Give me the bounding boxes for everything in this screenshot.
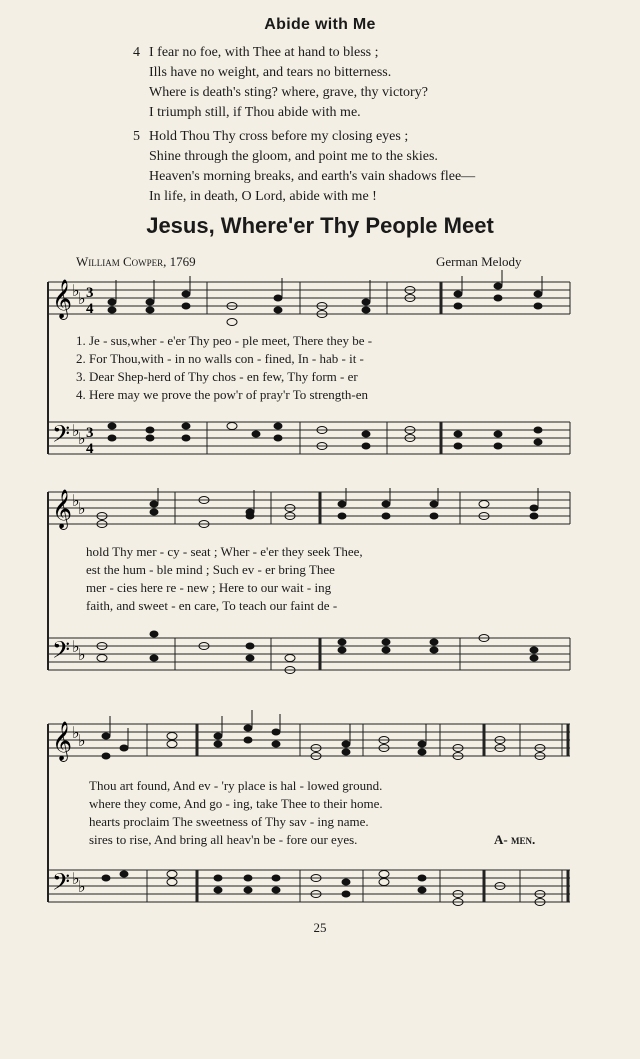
lyric-line: hearts proclaim The sweetness of Thy sav - ing name.: [89, 814, 369, 829]
bass-clef-icon: 𝄢: [52, 636, 71, 669]
bass-clef-icon: 𝄢: [52, 420, 71, 453]
flat-icon: ♭: [72, 491, 80, 510]
verse-line: I triumph still, if Thou abide with me.: [149, 105, 361, 120]
verse-4: [133, 43, 428, 123]
lyric-line: 2. For Thou,with - in no walls con - fined, In - hab - it -: [76, 351, 364, 366]
lyric-line: hold Thy mer - cy - seat ; Wher - e'er they seek Thee,: [86, 544, 363, 559]
hymn-tune: German Melody: [436, 254, 522, 269]
barlines: [48, 282, 570, 454]
time-signature-4: 4: [86, 301, 94, 317]
flat-icon: ♭: [78, 731, 86, 750]
flat-icon: ♭: [78, 645, 86, 664]
flat-icon: ♭: [78, 429, 86, 448]
flat-icon: ♭: [72, 637, 80, 656]
lyric-line: where they come, And go - ing, take Thee to their home.: [89, 796, 383, 811]
hymn-title: Jesus, Where'er Thy People Meet: [146, 213, 494, 238]
treble-staff: [48, 724, 570, 756]
lyric-line: 4. Here may we prove the pow'r of pray'r To strength-en: [76, 387, 368, 402]
verse-line: Hold Thou Thy cross before my closing eyes ;: [149, 129, 409, 144]
lyric-line: sires to rise, And bring all heav'n be - fore our eyes.: [89, 832, 358, 847]
lyric-line: 1. Je - sus,wher - e'er Thy peo - ple meet, There they be -: [76, 333, 373, 348]
verse-number: 5: [133, 129, 140, 144]
verse-line: Shine through the gloom, and point me to the skies.: [149, 149, 438, 164]
bass-clef-icon: 𝄢: [52, 868, 71, 901]
bass-staff: [48, 638, 570, 670]
lyric-line: faith, and sweet - en care, To teach our faint de -: [86, 598, 338, 613]
flat-icon: ♭: [72, 723, 80, 742]
verse-number: 4: [133, 45, 140, 60]
verse-5: [133, 127, 475, 207]
hymn-author: William Cowper, 1769: [76, 254, 196, 269]
bass-staff: [48, 422, 570, 454]
verse-line: In life, in death, O Lord, abide with me !: [149, 189, 377, 204]
verse-line: Heaven's morning breaks, and earth's vain shadows flee—: [149, 169, 476, 184]
time-signature-4: 4: [86, 441, 94, 457]
page-number: 25: [313, 920, 327, 935]
treble-clef-icon: 𝄞: [52, 489, 73, 529]
verse-line: I fear no foe, with Thee at hand to bless ;: [149, 45, 379, 60]
verse-line: Where is death's sting? where, grave, thy victory?: [149, 85, 428, 100]
lyric-line: mer - cies here re - new ; Here to our wait - ing: [86, 580, 332, 595]
treble-staff: [48, 282, 570, 314]
flat-icon: ♭: [72, 421, 80, 440]
flat-icon: ♭: [78, 289, 86, 308]
time-signature-3: 3: [86, 285, 94, 301]
lyric-line: Thou art found, And ev - 'ry place is hal - lowed ground.: [89, 778, 383, 793]
flat-icon: ♭: [72, 869, 80, 888]
flat-icon: ♭: [78, 499, 86, 518]
treble-clef-icon: 𝄞: [52, 279, 73, 319]
time-signature-3: 3: [86, 425, 94, 441]
lyric-line: 3. Dear Shep-herd of Thy chos - en few, Thy form - er: [76, 369, 358, 384]
treble-clef-icon: 𝄞: [52, 721, 73, 761]
section-title-abide-with-me: Abide with Me: [264, 16, 376, 33]
lyric-line: est the hum - ble mind ; Such ev - er bring Thee: [86, 562, 335, 577]
flat-icon: ♭: [78, 877, 86, 896]
verse-line: Ills have no weight, and tears no bitterness.: [149, 65, 392, 80]
flat-icon: ♭: [72, 281, 80, 300]
treble-staff: [48, 492, 570, 524]
amen-label: A- men.: [494, 832, 536, 847]
